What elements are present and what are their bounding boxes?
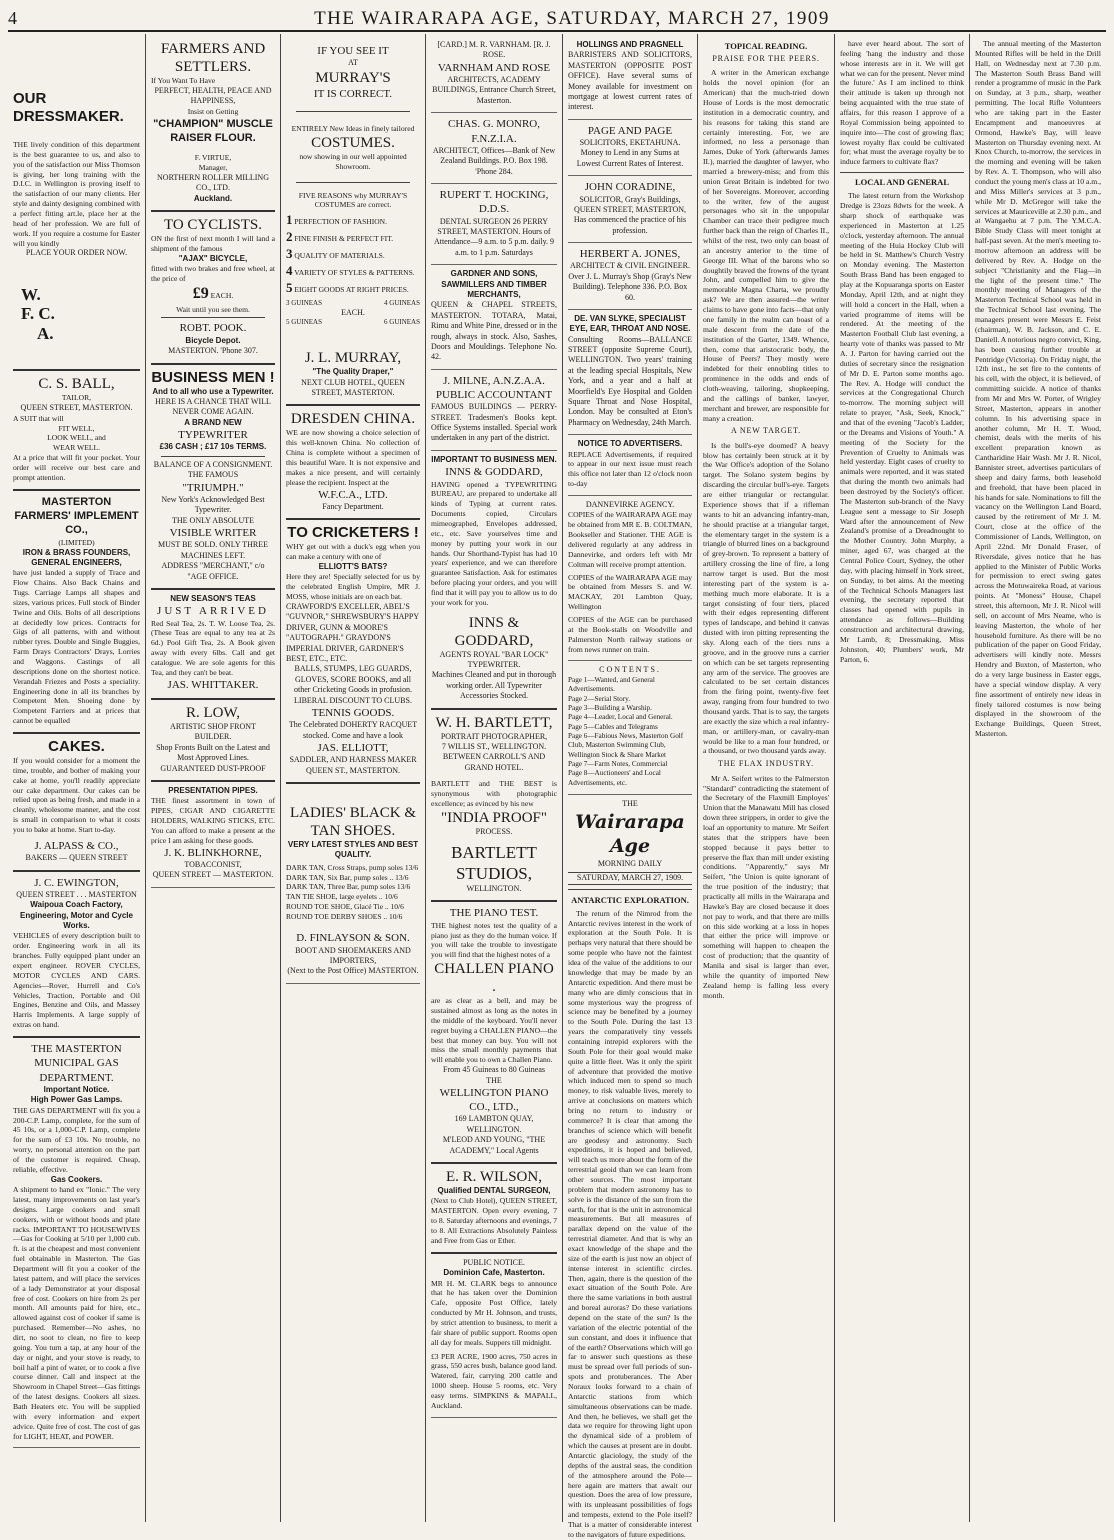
card-jones — [568, 243, 692, 310]
ad-line: PERFECT, HEALTH, PEACE AND HAPPINESS, — [154, 85, 272, 106]
card-body: QUEEN & CHAPEL STREETS, MASTERTON. TOTARA, Matai, Rimu and White Pine, dressed or in the rough, always in stock. Also, Sashes, Doors and Mouldings. Telephone No. 42. — [431, 300, 557, 362]
ad-price: From 45 Guineas to 80 Guineas — [443, 1065, 545, 1075]
column-2 — [146, 34, 281, 1522]
ad-title: CAKES. — [48, 738, 105, 756]
card-body: ARCHITECT, Offices—Bank of New Zealand Buildings. P.O. Box 198. 'Phone 284. — [432, 145, 556, 176]
list-item: DARK TAN, Cross Straps, pump soles 13/6 — [286, 862, 419, 872]
ad-subtitle: Fancy Department. — [322, 501, 384, 511]
ad-inns-goddard — [431, 451, 557, 710]
logo-line: F. C. — [21, 304, 55, 324]
ad-body: Shop Fronts Built on the Latest and Most Approved Lines. — [156, 742, 270, 763]
section-title: LOCAL AND GENERAL — [840, 172, 964, 188]
masthead-the: THE — [622, 799, 638, 809]
ad-line: Wait until you see them. — [176, 304, 250, 314]
ad-subtitle: Dominion Cafe, Masterton. — [443, 1268, 545, 1278]
ad-line: PROCESS. — [475, 826, 513, 836]
ad-subtitle: TENNIS GOODS. — [311, 706, 395, 719]
ad-address: NEXT CLUB HOTEL, QUEEN STREET, MASTERTON. — [301, 377, 405, 398]
card-body: FAMOUS BUILDINGS — PERRY-STREET. Tradesmen's Books kept. Office Systems installed. Special work undertaken in any part of the district. — [431, 402, 557, 443]
card-title: PAGE AND PAGE — [587, 124, 673, 137]
card-pragnell — [568, 36, 692, 120]
list-item: Page 2—Serial Story. — [568, 694, 631, 703]
ad-title: MURRAY'S — [315, 69, 391, 86]
ad-city: Auckland. — [193, 193, 233, 203]
shoe-list — [286, 863, 420, 922]
list-item: DARK TAN, Six Bar, pump soles .. 13/6 — [286, 872, 409, 882]
ad-name: JAS. WHITTAKER. — [167, 678, 259, 691]
notice-body: COPIES of the WAIRARAPA AGE may be obtained from Messrs S. and W. MACKAY, 201 Lambton Quay, Wellington — [568, 572, 692, 612]
ad-body: BARTLETT and THE BEST is synonymous with photographic excellence; as evinced by his new — [431, 779, 557, 808]
card-varnham — [431, 36, 557, 113]
editorial-masthead — [568, 795, 692, 890]
list-item: 1 PERFECTION OF FASHION. — [286, 212, 387, 228]
list-item: Page 1—Wanted, and General Advertisements. — [568, 675, 655, 694]
ad-cyclists — [151, 212, 275, 365]
ad-line: Insist on Getting — [187, 106, 239, 116]
ad-name: BARTLETT STUDIOS, — [451, 843, 537, 883]
masthead-morning: MORNING DAILY — [597, 858, 663, 868]
ad-name: F. VIRTUE, — [194, 153, 232, 163]
card-title: J. MILNE, A.N.Z.A.A. — [443, 374, 545, 387]
price-label: 3 GUINEAS — [286, 298, 322, 307]
column-6 — [698, 34, 835, 1522]
ad-address: QUEEN STREET . . . MASTERTON — [16, 889, 137, 899]
ad-subtitle: PORTRAIT PHOTOGRAPHER, — [440, 731, 548, 741]
ad-title: C. S. BALL, — [38, 376, 115, 393]
masthead-date: SATURDAY, MARCH 27, 1909. — [568, 872, 692, 884]
ad-line: AT — [348, 58, 358, 68]
masthead — [8, 8, 1106, 32]
ad-line: IT IS CORRECT. — [313, 87, 393, 100]
ad-name: J. K. BLINKHORNE, — [164, 846, 262, 859]
card-header: [CARD.] M. R. VARNHAM. [R. J. ROSE. — [437, 40, 551, 60]
ad-body: are as clear as a bell, and may be sustained almost as long as the notes in the middle of the keyboard. You'll never regret buying a CHALLEN PIANO—the best that money can buy. You will not miss the small monthly payments that will enable you to own a Challen Piano. — [431, 996, 557, 1065]
ad-name: W. H. BARTLETT, — [435, 714, 553, 731]
ad-line: A BRAND NEW — [184, 417, 242, 427]
ad-address: ADDRESS "MERCHANT," c/o "AGE OFFICE. — [161, 561, 265, 581]
ad-subtitle: IRON & BRASS FOUNDERS, GENERAL ENGINEERS, — [22, 547, 131, 567]
card-title: HERBERT A. JONES, — [579, 248, 681, 261]
column-5 — [563, 34, 698, 1539]
ad-subtitle: JUST ARRIVED — [157, 605, 269, 618]
ad-name: INNS & GODDARD, — [454, 614, 534, 649]
ad-name: W.F.C.A., LTD. — [318, 488, 388, 501]
list-item: TAN TIE SHOE, large eyelets .. 10/6 — [286, 892, 398, 902]
ad-title: J. C. EWINGTON, — [34, 876, 119, 889]
ad-body: FIVE REASONS why MURRAY'S COSTUMES are correct. — [298, 190, 408, 210]
ad-body: have just landed a supply of Trace and Flow Chains. Also Back Chains and Tugs. Carriage Lamps all shapes and sizes, various prices. Full stock of Binder Twine and Oils. Bolts of all descriptions at decidedly low prices. Contracts for Gigs of all patterns, with and without rubber tyres. Double and Single Buggies, Farm Drays Contractors' Drays, Lorries and Waggons. Castings of all descriptions done on the shortest notice. Verandah Friezes and Posts a speciality. Engineering done in all its branches by Competent Men. Shoeing done by Competent Farriers and at prices that cannot be equalled — [13, 568, 140, 726]
ad-body: MR H. M. CLARK begs to announce that he has taken over the Dominion Cafe, opposite Post Office, lately conducted by Mr H. Johnson, and trusts, by strict attention to business, to merit a fair share of public support. Rooms open all day for meals. Suppers till midnight. — [431, 1278, 557, 1347]
ad-line: MUST BE SOLD. ONLY THREE MACHINES LEFT. — [158, 540, 268, 560]
ad-name: J. L. MURRAY, — [304, 350, 402, 367]
list-item: Page 8—Auctioneers' and Local Advertisements, etc. — [568, 769, 661, 787]
ad-gas — [13, 1038, 140, 1448]
ad-title: BUSINESS MEN ! — [151, 368, 275, 386]
article-title: ANTARCTIC EXPLORATION. — [571, 894, 689, 905]
ad-body: fitted with two brakes and free wheel, at the price of — [151, 264, 275, 283]
notice-title: DANNEVIRKE AGENCY. — [585, 500, 675, 510]
newspaper-title: THE WAIRARAPA AGE, SATURDAY, MARCH 27, 1909 — [314, 8, 830, 29]
ad-dressmaker — [13, 36, 140, 371]
ad-address: QUEEN STREET — MASTERTON. — [152, 870, 274, 880]
ad-product: "INDIA PROOF" — [440, 809, 547, 826]
ad-dominion — [431, 1254, 557, 1418]
ad-body: now showing in our well appointed Showroom. — [299, 151, 407, 171]
article-body: A writer in the American exchange holds the novel opinion (for an American) that the much-tried down House of Lords is the most democratic institution in a democratic country, and his reasons for taking this stand are certainly interesting. For, we are informed, no less a personage than James, Duke of York (afterwards James II.), married the daughter of lawyer, who married a brewery-miss; and from this union Great Britain is indebted for two of her Sovereigns. Moreover, according to the writer, few of the august personages who sit in the unpopular Chamber can trace their pedigree much further back than the reign of Charles II., whilst of the rest, two only can boast of an ancestry anterior to the time of George III. What of the barons who so doughtily braved the frowns of the tyrant John, and compelled him to give the memorable Magna Charta, we proudly ask? We are then assured—the writer claims to have gone into facts—that only one family in the realm can boast of a male descent from the date of the institution of the Garter, 1349. Whence, then, come that aristocratic body, the House of Peers? They mostly were indebted for their ennobling titles to prominence in the odds and ends of cloth-weaving, tailoring, shopkeeping, and the callings of banker, lawyer, merchant and brewer, are responsible for many a creation. — [703, 68, 829, 423]
ad-line: WEAR WELL. — [52, 443, 101, 453]
ad-body: The Celebrated DOHERTY RACQUET stocked. Come and have a look — [288, 720, 418, 740]
ad-name: INNS & GODDARD, — [445, 466, 543, 479]
card-subtitle: PUBLIC ACCOUNTANT — [435, 388, 553, 401]
contents-title: CONTENTS. — [599, 665, 661, 675]
ad-ball — [13, 371, 140, 490]
article-body: Is the bull's-eye doomed? A heavy blow has certainly been struck at it by the War Office's adoption of the Solano target. The Solano system begins by discarding the circular bull's-eye. Targets are either triangular or rectangular. Experience shows that if a rifleman wants to hit an advancing infantry-man, he should practise at a triangular target, the elementary target in the system is a triangle of blurred lines on a background of grey-brown. To represent a battery of artillery crossing the line of fire, a long narrow target is used. But the most interesting part of the system is a-mething much more elaborate. It is a target consisting of four tiers, placed with their edges representing different types of landscape, and behind it canvas dusted with iron pitting representing the sky. Along each of the tiers runs a groove, and in the groove runs a carrier on which can be set targets representing any arm of the service. The grooves are calculated to be set certain distances from the firing point, twenty-five feet away, ranging from four hundred to two thousand yards. That is to say, the targets are exactly the size which a real infantry-man, or artillery-man, or cavalry-man would be like to a man four hundred, or a thousand, or two thousand yards away. — [703, 440, 829, 756]
ad-address: (Next to the Post Office) MASTERTON. — [287, 966, 419, 976]
ad-murray — [286, 36, 420, 406]
ad-body: HERE IS A CHANCE THAT WILL NEVER COME AGAIN. — [155, 396, 271, 417]
column-7 — [835, 34, 970, 1522]
ad-subtitle: Gas Cookers. — [50, 1174, 103, 1184]
price-label: 5 GUINEAS — [286, 318, 322, 327]
reasons-list — [286, 212, 420, 296]
ad-line: FIT WELL, — [58, 423, 95, 433]
ad-title: OUR DRESSMAKER. — [13, 90, 124, 125]
ad-subtitle: AGENTS ROYAL "BAR LOCK" TYPEWRITER. — [439, 649, 549, 670]
card-title: DE. VAN SLYKE, SPECIALIST EYE, EAR, THROAT AND NOSE. — [569, 313, 691, 334]
ad-product: CHALLEN PIANO . — [434, 961, 554, 996]
ad-dresden — [286, 406, 420, 520]
card-milne — [431, 370, 557, 451]
price-label: 4 GUINEAS — [384, 298, 420, 307]
ad-line: GUARANTEED DUST-PROOF — [160, 763, 266, 773]
ad-title: DRESDEN CHINA. — [290, 411, 416, 428]
ad-title: NEW SEASON'S TEAS — [170, 593, 256, 603]
ad-body: A shipment to hand ex "Ionic." The very latest, many improvements on last year's designs. Large cookers and small cookers, with or without hoods and plate racks. IMPORTANT TO HOUSEWIVES—Gas for Cooking at 5/10 per 1,000 cub. ft. is at the cheapest and most convenient fuel obtainable in Masterton. The Gas Department will fit you a cooker of the latest pattern, and will place the services of a lady Demonstrator at your disposal free of cost. Cookers on hire from 2s per month. All amounts paid for hire, etc., allowed against cost of cooker if same is purchased. Remember—No ashes, no dirt, no soot to clean, no fire to keep going. You turn a tap, at any hour of the day or night, and your stove is ready, to boil half a pint of water, or to cook a five course dinner. Call and inspect at the Showroom in Chapel Street—Gas fittings of the latest designs. Cookers all sizes. Bath Heaters etc. You will be supplied with every information and expert advice. Quite free of cost. The cost of gas for LIGHT, HEAT, and POWER. — [13, 1185, 140, 1441]
page-columns — [8, 34, 1106, 1539]
wfca-logo — [13, 285, 140, 344]
list-item: ROUND TOE DERBY SHOES .. 10/6 — [286, 911, 403, 921]
ad-body: THE lively condition of this department is the best guarantee to us, and also to you of the satisfaction our Miss Thomson is giving, her long training with the D.I.C. in Wellington is proving itself to the satisfaction of our many clients. Her style and dainty designing combined with a perfect fitting art.le, place her at the head of her profession. We are full of work. If you require a costume for Easter will you kindly — [13, 140, 140, 248]
ad-agents: M'LEOD AND YOUNG, "THE ACADEMY," Local Agents — [442, 1135, 546, 1155]
ad-product: ELLIOTT'S BATS? — [318, 562, 388, 572]
ad-body: If you would consider for a moment the time, trouble, and bother of making your cake at home, you'll readily appreciate our cake department. Our cakes can be relied upon as being fresh, and made in a cleanly, wholesome manner, and the cost is small in comparison to what it costs you to bake at home. Start to-day. — [13, 756, 140, 835]
list-item: 2 FINE FINISH & PERFECT FIT. — [286, 229, 394, 245]
notice-body: COPIES of the AGE can be purchased at the Book-stalls on Woodville and Palmerston North railway stations or from news runner on train. — [568, 615, 692, 654]
ad-cakes — [13, 734, 140, 872]
ad-trade: TAILOR, — [61, 393, 92, 403]
ad-name: WELLINGTON PIANO CO., LTD., — [439, 1086, 549, 1114]
ad-title: R. LOW, — [185, 705, 241, 722]
ad-body: £3 PER ACRE, 1900 acres, 750 acres in grass, 550 acres bush, balance good land. Watered, fair, carrying 200 cattle and 1000 sheep. House 5 rooms, etc. Very easy terms. SIMPKINS & MAPALL, Auckland. — [431, 1351, 557, 1410]
ad-address: BAKERS — QUEEN STREET — [25, 853, 128, 863]
ad-body: Red Seal Tea, 2s. T. W. Loose Tea, 2s. (These Teas are equal to any tea at 2s 6d.) Pool Gift Tea, 2s. A Book given away with every 6lbs. Call and get catalogue. We are sole agents for this Tea, and they can't be beat. — [151, 618, 275, 677]
ad-address: SADDLER, AND HARNESS MAKER QUEEN ST., MASTERTON. — [289, 755, 417, 775]
ad-notice: Important Notice. — [43, 1084, 110, 1094]
ad-name: E. R. WILSON, — [446, 1169, 542, 1186]
logo-line: A. — [37, 323, 54, 343]
ad-product: "CHAMPION" MUSCLE RAISER FLOUR. — [153, 117, 273, 144]
ad-subtitle: TOBACCONIST, — [184, 859, 242, 869]
ad-body: Machines Cleaned and put in thorough working order. All Typewriter Accessories Stocked. — [431, 670, 557, 701]
column-4 — [426, 34, 563, 1522]
card-title: HOLLINGS AND PRAGNELL — [576, 40, 684, 49]
ad-title: MASTERTON FARMERS' IMPLEMENT CO., — [14, 495, 139, 537]
ad-subtitle: "The Quality Draper," — [312, 367, 394, 377]
ad-name: JAS. ELLIOTT, — [317, 742, 389, 754]
ad-subtitle: ARTISTIC SHOP FRONT BUILDER. — [170, 722, 256, 742]
ad-subtitle: Bicycle Depot. — [185, 335, 241, 345]
ad-farmers-implement — [13, 491, 140, 734]
ad-low — [151, 700, 275, 782]
card-title: RUPERT T. HOCKING, D.D.S. — [439, 189, 549, 216]
ad-product: COSTUMES. — [311, 134, 395, 151]
ad-address: MASTERTON. 'Phone 307. — [168, 346, 258, 356]
ad-address: 7 WILLIS ST., WELLINGTON. — [441, 742, 547, 752]
article-body: have ever heard about. The sort of feeling 'hang the industry and those whose interests are in it. We will get what we can for the present. Never mind the future.' As I am inclined to think their attitude is taken up through not being acquainted with the true state of affairs, for this reason I approve of a Royal Commission being appointed to inquire into—The cost of growing flax; lowest royalty flax could be cultivated for; what must the average royalty be to induce farmers to cultivate flax? — [840, 39, 964, 167]
card-body: DENTAL SURGEON 26 PERRY STREET, MASTERTON. Hours of Attendance—9 a.m. to 5 p.m. daily. 9 a.m. to 1 p.m. Saturdays — [433, 216, 555, 257]
ad-body: THE highest notes test the quality of a piano just as they do the human voice. If you will take the trouble to investigate you will find that the highest notes of a — [431, 920, 557, 960]
ad-line: BALANCE OF A CONSIGNMENT. — [153, 459, 273, 469]
ad-farmers-settlers — [151, 36, 275, 212]
ad-cta: PLACE YOUR ORDER NOW. — [25, 248, 128, 258]
ad-title: FARMERS AND SETTLERS. — [160, 41, 266, 75]
card-body: BARRISTERS AND SOLICITORS, MASTERTON (OPPOSITE POST OFFICE). Have several sums of Money available for investment on mortgage at lowest current rates of interest. — [568, 50, 692, 112]
ad-body: WHY get out with a duck's egg when you can make a century with one of — [286, 542, 420, 562]
notice-body: COPIES of the WAIRARAPA AGE may be obtained from MR E. B. COLTMAN, Bookseller and Stationer. THE AGE is delivered regularly at any address in Dannevirke, and orders left with Mr Coltman will receive prompt attention. — [568, 510, 692, 569]
ad-subtitle: VERY LATEST STYLES AND BEST QUALITY. — [287, 840, 419, 860]
card-body: Consulting Rooms—BALLANCE STREET (opposite Supreme Court), WELLINGTON. Two years' training at the leading special Hospitals, New York, and a year and a half at Moorfield's Eye Hospital and Golden Square Throat and Nose Hospital, London. May be consulted at Eton's Pharmacy on Wednesday, 24th March. — [568, 334, 692, 427]
ad-teas — [151, 590, 275, 700]
ad-name: ROBT. POOK. — [179, 322, 247, 335]
contents-list — [568, 676, 692, 788]
ad-body: ON the first of next month I will land a shipment of the famous — [151, 233, 275, 253]
ad-subtitle: And to all who use a Typewriter. — [152, 386, 274, 396]
ad-line: If You Want To Have — [151, 76, 216, 85]
ad-line: THE ONLY ABSOLUTE — [171, 515, 254, 525]
column-1 — [8, 34, 146, 1522]
ad-bartlett — [431, 710, 557, 903]
ad-price: £36 CASH ; £17 10s TERMS. — [159, 442, 267, 452]
ad-title: TO CYCLISTS. — [163, 216, 263, 233]
notice-dannevirke — [568, 496, 692, 661]
price-label: 6 GUINEAS — [384, 318, 420, 327]
card-page — [568, 120, 692, 176]
ad-piano — [431, 902, 557, 1164]
list-item: DARK TAN, Three Bar, pump soles 13/6 — [286, 882, 411, 892]
ad-title: IMPORTANT TO BUSINESS MEN. — [431, 454, 557, 464]
card-title: VARNHAM AND ROSE — [437, 61, 551, 74]
price-label: EACH. — [341, 307, 365, 317]
ad-address: QUEEN STREET, MASTERTON. — [20, 403, 133, 413]
ad-title: PRESENTATION PIPES. — [168, 786, 258, 795]
column-3 — [281, 34, 426, 1522]
ad-city: WELLINGTON. — [466, 883, 522, 893]
list-item: Page 5—Cables and Telegrams — [568, 722, 658, 731]
ad-subtitle: Qualified DENTAL SURGEON, — [437, 1186, 551, 1196]
ad-subtitle: High Power Gas Lamps. — [30, 1095, 123, 1105]
list-item: Page 4—Leader, Local and General. — [568, 713, 673, 722]
ad-pipes — [151, 782, 275, 888]
ad-body: HAVING opened a TYPEWRITING BUREAU, are prepared to undertake all kinds of Typing at current rates. Documents copied, Circulars mimeographed, Envelopes addressed, etc., etc. Save yourselves time and money by putting your work in our hands. Our Shorthand-Typist has had 10 years' experience, and we can therefore guarantee Satisfaction. Ask for estimates before placing your orders, and you will find that it will pay you to allow us to do your work for you. — [431, 479, 557, 607]
ad-body: Here they are! Specially selected for us by the celebrated English Umpire, MR J. MOSS, whose initials are on each bat. — [286, 572, 420, 602]
ad-ladies-shoes — [286, 784, 420, 984]
article-body: Mr A. Seifert writes to the Palmerston "Standard" contradicting the statement of the Secretary of the Flaxmill Employes' Union that the Manawatu Mill has closed down three strippers, in order to give the loaf an opportunity to mature. Mr Seifert states that the strippers have been stopped because it pays better to preserve the flax than mill under existing conditions. "Apparently," says Mr Seifert, "the Union is quite ignorant of the true position of the industry; that practically all mills in the Wairarapa and Hawke's Bay are closed because it does not pay to work, and that there are mills on this side working at a loss in hopes that either the price will improve or something will happen to cheapen the cost of production; that the quantity of Manila and sisal is larger than ever, while the quantity of imported New Zealand hemp is falling less every month. — [703, 773, 829, 1000]
page-number: 4 — [8, 8, 17, 28]
list-item: 3 QUALITY OF MATERIALS. — [286, 246, 385, 262]
card-monro — [431, 113, 557, 184]
ad-price: £9 — [192, 284, 209, 302]
ad-line: THE FAMOUS — [187, 470, 239, 480]
ad-line: New York's Acknowledged Best Typewriter. — [161, 494, 265, 515]
ad-product: "AJAX" BICYCLE, — [178, 253, 248, 263]
ad-role: Manager, — [198, 162, 228, 172]
ad-name: D. FINLAYSON & SON. — [296, 932, 410, 945]
ad-title: TO CRICKETERS ! — [287, 524, 419, 542]
card-body: ARCHITECTS, ACADEMY BUILDINGS, Entrance Church Street, Masterton. — [432, 75, 556, 105]
list-item: 5 EIGHT GOODS AT RIGHT PRICES. — [286, 279, 409, 295]
ad-business-men — [151, 365, 275, 590]
ad-title: PUBLIC NOTICE. — [463, 1257, 525, 1267]
ad-body: ENTIRELY New Ideas in finely tailored — [291, 123, 415, 133]
ad-body: VEHICLES of every description built to order. Engineering work in all its branches. Fully equipped plant under an expert engineer. ROVER CYCLES, MOTOR CYCLES AND CARS. Agencies—Rover, Hurrell and Co's Vehicles, Traction, Portable and Oil Engines, Benzine and Oils, and Massey Harris Implements. A large supply of extras on hand. — [13, 931, 140, 1030]
ad-each: EACH. — [210, 290, 234, 300]
ad-line: BETWEEN CARROLL'S AND GRAND HOTEL. — [442, 752, 546, 772]
notice-body: REPLACE Advertisements, if required to appear in our next issue must reach this office not later than 12 o'clock noon to-day — [568, 449, 692, 489]
ad-body: THE GAS DEPARTMENT will fix you a 200-C.P. Lamp, complete, for the sum of 45 10s, or a 1,000-C.P. Lamp, complete for the sum of £3 10s. No trouble, no worry, no personal attention on the part of the customer is required. Cheap, reliable, effective. — [13, 1105, 140, 1174]
ad-name: J. ALPASS & CO., — [34, 839, 119, 852]
logo-line: W. — [21, 284, 41, 304]
card-body: ARCHITECT & CIVIL ENGINEER. Over J. L. Murray's Shop (Gray's New Building). Telephone 336. P.O. Box 60. — [568, 261, 692, 302]
ad-product: "TRIUMPH." — [182, 481, 244, 494]
article-body: The return of the Nimrod from the Antarctic revives interest in the work of exploration at the South Pole. It is perhaps very natural that there should be some people who have not the faintest idea of the value of the additions to our knowledge that may be made by an Antarctic expedition. And there must be many who are dimly conscious that in some mysterious way the progress of science may be benefited by a journey to the South Pole. During the last 13 years the comparatively tiny vessels containing intrepid explorers with the South Pole for their goal would make quite a little fleet. Was it only the spirit of adventure that provided the motive which induced men to spend so much money, to risk valuable lives, merely to arrive at conclusions on matters which bring no return to industry or commerce? It is clear that among the branches of science which will benefit are geodesy and astronomy. Such expeditions, it is hoped and believed, will teach us more about the form of the terrestrial geoid than we can learn from other sources. The most important problem that modern astronomy has to solve is the distance of the sun from the earth, for that is the unit in astronomical measurements. But all measures of parallax depend on the value of the terrestrial diameter. And that is why an exact knowledge of the shape and the size of the earth is just now an object of intense interest in scientific circles. Then, again, there is the question of the exact situation of the South Pole. Are there the same variations in both austral and boreal auroras? Do these variations depend on the state of the sun? Is the variation of the electric potential of the sun constant, and does it influence that of the earth? Observations which will go far to answer such questions as these must be spread over full periods of sun-spots and protuberances. The Aber Noraux looks forward to a chain of Antarctic stations from which simultaneous observations can be made. And then, he believes, we shall get the data we require for throwing light upon the dynamical side of a problem of which the causes at present are in doubt. Antarctic glaciology, the study of the depths of the austral seas, the condition of the atmosphere around the Pole—here again are matters that await our question. Does the area of low pressure, with its unpleasant possibilities of fogs and tempests, extend to the Pole itself? That is a matter of considerable interest to the navigators of future expeditions. — [568, 908, 692, 1539]
ad-line: IF YOU SEE IT — [317, 45, 389, 57]
ad-subtitle: Waipoua Coach Factory, Engineering, Motor and Cycle Works. — [20, 900, 133, 931]
card-body: SOLICITOR, Gray's Buildings, QUEEN STREET, MASTERTON, Has commenced the practice of his profession. — [573, 194, 687, 235]
list-item: Page 6—Fabious News, Masterton Golf Club, Masterton Swimming Club, Wellington Stock & Share Market — [568, 732, 684, 759]
card-title: JOHN CORADINE, — [584, 181, 676, 194]
card-title: CHAS. G. MONRO, F.N.Z.I.A. — [448, 118, 540, 145]
card-gardner — [431, 265, 557, 370]
column-8 — [970, 34, 1106, 1522]
notice-advertisers — [568, 435, 692, 496]
ad-subtitle: BOOT AND SHOEMAKERS AND IMPORTERS, — [295, 945, 411, 966]
list-item: ROUND TOE SHOE, Glacé Tie .. 10/6 — [286, 901, 404, 911]
ad-product: TYPEWRITER — [178, 429, 248, 442]
ad-title: LADIES' BLACK & TAN SHOES. — [289, 805, 417, 840]
article-body: The latest return from the Workshop Dredge is 23ozs 8dwts for the week. A sharp shock of earthquake was experienced in Masterton at 1.25 o'clock, yesterday afternoon. The annual meeting of the Huia Hockey Club will be held in St. Matthew's Church Vestry on Monday evening. The Masterton South Brass Band has been engaged to play at the Kopuaranga sports on Easter Monday, April 12th, and at night they will hold a concert in the Hall, when a varied programme of items will be rendered. At the meeting of the Masterton Football Club last evening, a hearty vote of thanks was passed to Mr A. J. Parton for having carried out the duties of secretary since the resignation of Mr D. E. Parton some months ago. The Rev. A. Hodge will conduct the services at the Congregational Church to-morrow. The morning subject will relate to prayer, "Ask, Seek, Knock," and that of the evening "Jacob's Ladder, or the Dreams and Visions of Youth." A meeting of the Society for the Prevention of Cruelty to Animals was held yesterday. Eight cases of cruelty to animals were reported, and it was stated that during the month two animals had been destroyed by the Society's officer. The Masterton sub-branch of the Navy League sent a message to Sir Joseph Ward after the announcement of New Zealand's promise of a Dreadnought to the Mother Country. John Murphy, a miner, aged 67, was charged at the Central Police Court, Sydney, the other day, with placing himself in York street, on Sunday, to bet aims. At the meeting of the Technical Schools Managers last evening, the secretary reported that classes had opened with pupils in attendance as follows—Building construction and architectural drawing, Mr Lamb, 8; Dressmaking, Miss Johnston, 40; Plumbers' work, Mr Parton, 6. — [840, 191, 964, 664]
article-title: PRAISE FOR THE PEERS. — [712, 54, 820, 64]
article-title: THE FLAX INDUSTRY. — [718, 759, 814, 769]
masthead-wairarapa-age: Wairarapa Age — [575, 810, 685, 858]
ad-body: WE are now showing a choice selection of this well-known China. No collection of China is complete without a specimen of this beautiful Ware. It is not expensive and makes a nice present, and will certainly please the recipient. Inspect at the — [286, 428, 420, 487]
card-vanslyke — [568, 310, 692, 435]
ad-address: 169 LAMBTON QUAY, WELLINGTON. — [454, 1114, 534, 1134]
ad-body: BALLS, STUMPS, LEG GUARDS, GLOVES, SCORE BOOKS, and all other Cricketing Goods in profusion. — [294, 664, 412, 695]
section-title: TOPICAL READING. — [724, 41, 808, 51]
ad-body: (Next to Club Hotel), QUEEN STREET, MASTERTON. Open every evening, 7 to 8. Saturday afternoons and evenings, 7 to 8. All Extractions Absolutely Painless and Free from Gas or Ether. — [431, 1196, 557, 1245]
ad-ewington — [13, 872, 140, 1038]
card-title: GARDNER AND SONS, SAWMILLERS AND TIMBER MERCHANTS, — [441, 269, 547, 299]
card-body: SOLICITORS, EKETAHUNA. Money to Lend in any Sums at Lowest Current Rates of Interest. — [576, 138, 684, 168]
list-item: Page 7—Farm Notes, Commercial — [568, 760, 668, 769]
ad-list: CRAWFORD'S EXCELLER, ABEL'S "GUVNOR," SHREWSBURY'S HAPPY DRIVER, GUNN & MOORE'S "AUTOGRAPH." GRAYDON'S IMPERIAL DRIVER, GARDNER'S BEST, ETC., ETC. — [286, 602, 419, 663]
ad-wilson — [431, 1164, 557, 1254]
ad-product: VISIBLE WRITER — [169, 527, 257, 540]
card-hocking — [431, 184, 557, 265]
list-item: 4 VARIETY OF STYLES & PATTERNS. — [286, 262, 415, 278]
ad-body: At a price that will fit your pocket. Your order will receive our best care and prompt attention. — [13, 453, 140, 482]
ad-line: LIBERAL DISCOUNT TO CLUBS. — [294, 695, 412, 705]
notice-title: NOTICE TO ADVERTISERS. — [577, 439, 683, 449]
ad-limited: (LIMITED) — [58, 537, 95, 547]
ad-line: THE — [486, 1075, 502, 1085]
ad-company: NORTHERN ROLLER MILLING CO., LTD. — [157, 172, 269, 193]
list-item: Page 3—Building a Warship. — [568, 703, 652, 712]
ad-line: A SUIT that will — [13, 413, 64, 423]
card-coradine — [568, 176, 692, 243]
ad-body: THE finest assortment in town of PIPES, CIGAR AND CIGARETTE HOLDERS, WALKING STICKS, ETC. You can afford to make a present at the price I am asking for these goods. — [151, 796, 275, 845]
article-body: The annual meeting of the Masterton Mounted Rifles will be held in the Drill Hall, on Wednesday next at 7.30 p.m. The Masterton South Brass Band will render a programme of music in the Park on Sunday, at 3 p.m., sharp, weather permitting. The local Rifle Volunteers who are taking part in the Easter Encampment and manoeuvres at Ormond, Hawke's Bay, will leave Masterton on Thursday evening next. At Knox Church, to-morrow, the services in the morning and evening will be taken by Rev. A. T. Thompson, who will also conduct the young men's class at 10 a.m., and Miss Miller's services at 3 p.m., while Mr D. McGregor will take the services at Mauriceville at 2.30 p.m., and at Wangaehu at 7 p.m. The Y.M.C.A. Bible Study Class will meet tonight at half-past seven. At the men's meeting to-morrow afternoon an address will be delivered by Rev. A. Hodge on the subject "Christianity and the Flag—in the light of the present time." The monthly meeting of Managers of the Masterton Technical School was held in the Technical School last evening. The managers present were Messrs E. Feist (chairman), W. B. Jackson, and C. E. Daniell. A notorious negro convict, King, has been causing further trouble at Pentridge (Victoria). On Friday night, the 12th inst., he set fire to the contents of his cell, with the object, it is believed, of committing suicide. A notice of thanks from Mr and Mrs W. Porter, of Wrigley Street, Masterton, appears in another column. In his advertising space in another column, Mr H. T. Wood, chemist, deals with the merits of his excellent preparation known as Cantharidine Hair Wash. Mr J. R. Nicol, Bannister street, advertises particulars of sheep and dairy farms, both leasehold and freehold, that have been placed in his hands for sale. Nominations to fill the vacancy on the Wellington Land Board, caused by the retirement of Mr J. M. Court, close at the office of the Commissioner of Lands, Wellington, on April 22nd. Mr Donald Fraser, of Riversdale, gives notice that he has applied to the Minister of Public Works for permission to erect swing gates across the Motuwaireka Road, at various points. At "Moness" House, Chapel street, this afternoon, Mr J. R. Nicol will sell, on account of Mrs Neame, who is leaving Masterton, the whole of her household furniture. As there will be no publication of the paper on Good Friday, advertisers will kindly note. Messrs Hendry and Buxton, of Masterton, who do a very large business in Easter eggs, have a special window display. A very fine assortment of entirely new ideas in finely tailored costumes is now being displayed in the showroom of the Exchange Buildings, Queen Street, Masterton. — [975, 39, 1101, 739]
ad-title: THE PIANO TEST. — [449, 907, 539, 920]
ad-line: LOOK WELL, and — [47, 433, 106, 443]
ad-cricketers — [286, 520, 420, 784]
ad-title: THE MASTERTON MUNICIPAL GAS DEPARTMENT. — [31, 1043, 122, 1084]
article-title: A NEW TARGET. — [731, 426, 801, 436]
contents-box — [568, 661, 692, 795]
